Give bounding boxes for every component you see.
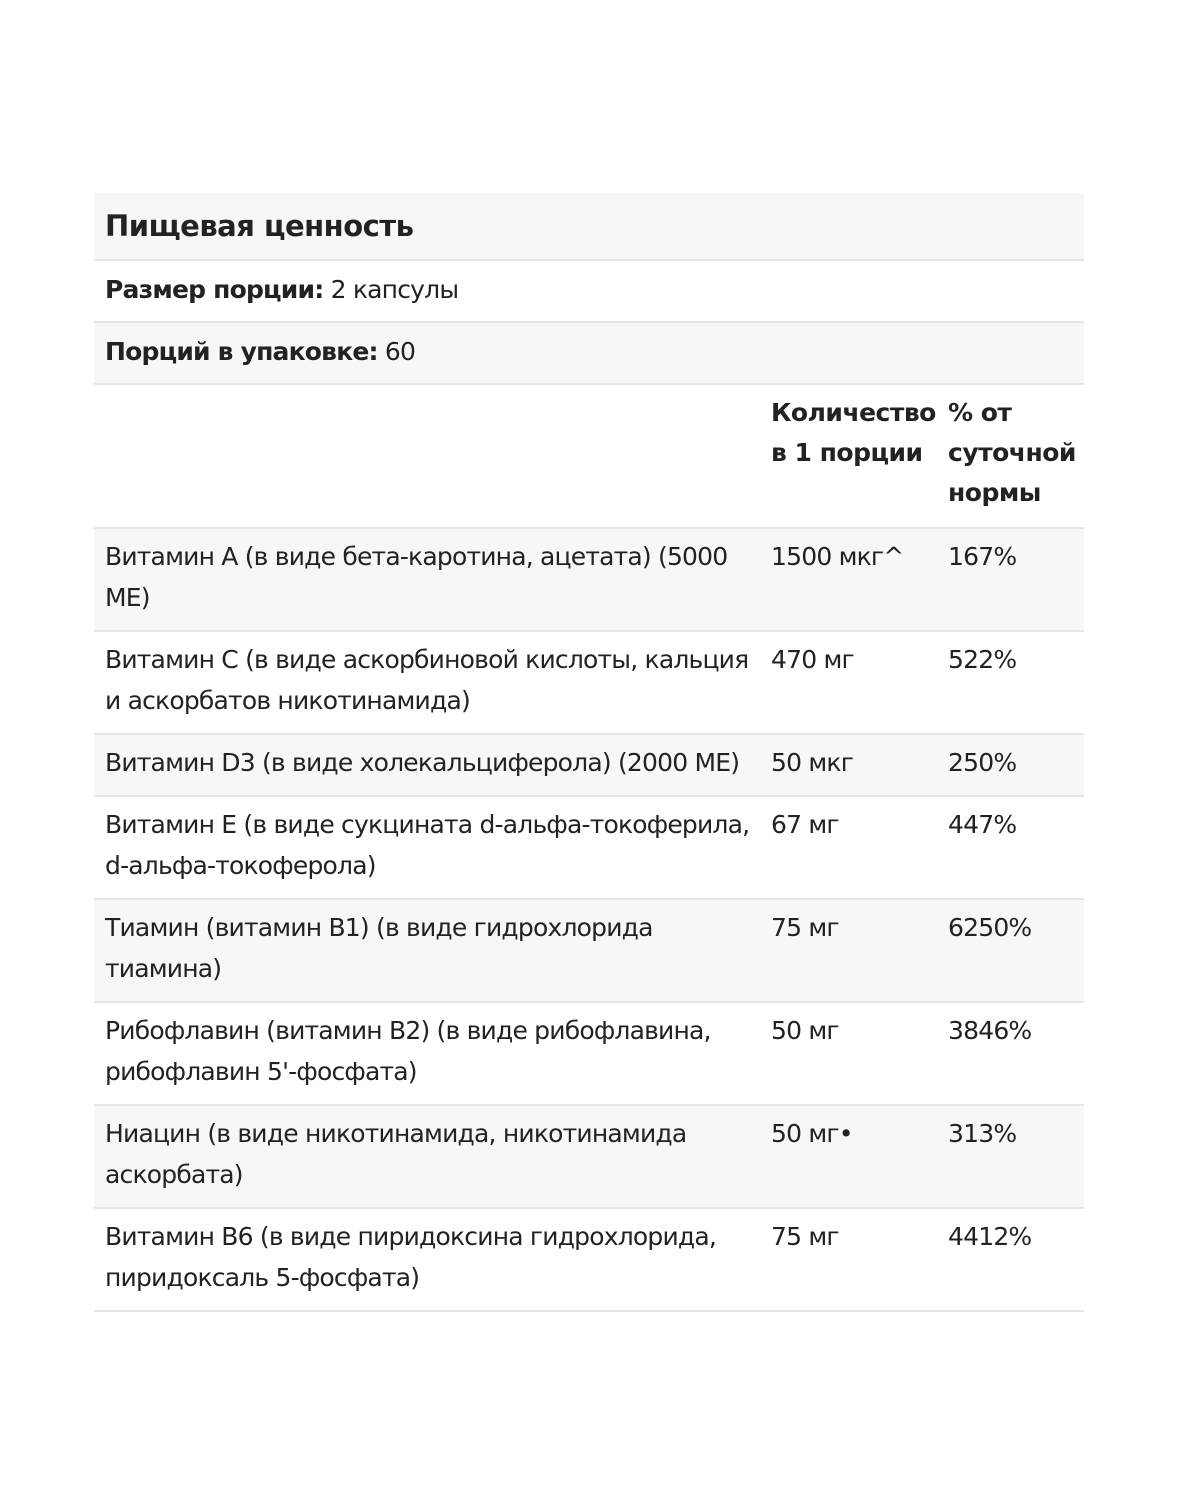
servings-label: Порций в упаковке: bbox=[105, 337, 378, 366]
servings-per-container-row bbox=[94, 323, 1084, 385]
dv-header-line-1: % от bbox=[948, 398, 1012, 427]
nutrient-amount: 67 мг bbox=[771, 810, 839, 839]
nutrient-amount: 470 мг bbox=[771, 645, 854, 674]
nutrient-daily-value: 447% bbox=[948, 810, 1017, 839]
nutrient-name: Ниацин (в виде никотинамида, никотинамида аскорбата) bbox=[105, 1119, 687, 1189]
nutrient-name: Витамин E (в виде сукцината d-альфа-токоферила, d-альфа-токоферола) bbox=[105, 810, 750, 880]
servings-per-container bbox=[105, 337, 415, 366]
table-row bbox=[94, 735, 1084, 797]
table-row bbox=[94, 900, 1084, 1003]
serving-size-value: 2 капсулы bbox=[330, 275, 459, 304]
servings-value: 60 bbox=[384, 337, 416, 366]
table-row bbox=[94, 1106, 1084, 1209]
nutrient-amount: 1500 мкг^ bbox=[771, 542, 904, 571]
table-row bbox=[94, 1209, 1084, 1312]
nutrient-amount: 50 мкг bbox=[771, 748, 854, 777]
table-row bbox=[94, 1003, 1084, 1106]
table-row bbox=[94, 632, 1084, 735]
column-header-amount bbox=[771, 393, 941, 473]
serving-size-row bbox=[94, 261, 1084, 323]
table-row bbox=[94, 797, 1084, 900]
nutrient-name: Тиамин (витамин B1) (в виде гидрохлорида тиамина) bbox=[105, 913, 653, 983]
serving-size-label: Размер порции: bbox=[105, 275, 324, 304]
column-header-row bbox=[94, 385, 1084, 529]
nutrient-daily-value: 4412% bbox=[948, 1222, 1032, 1251]
nutrient-amount: 75 мг bbox=[771, 1222, 839, 1251]
nutrient-daily-value: 6250% bbox=[948, 913, 1032, 942]
table-row bbox=[94, 529, 1084, 632]
column-header-daily-value bbox=[948, 393, 1084, 513]
nutrient-daily-value: 250% bbox=[948, 748, 1017, 777]
amount-header-line-1: Количество bbox=[771, 398, 936, 427]
nutrient-daily-value: 3846% bbox=[948, 1016, 1032, 1045]
serving-size bbox=[105, 275, 458, 304]
table-title: Пищевая ценность bbox=[105, 209, 414, 243]
nutrient-name: Витамин D3 (в виде холекальциферола) (2000 МЕ) bbox=[105, 748, 740, 777]
dv-header-line-2: суточной bbox=[948, 438, 1076, 467]
nutrient-amount: 50 мг• bbox=[771, 1119, 853, 1148]
dv-header-line-3: нормы bbox=[948, 478, 1041, 507]
table-title-row bbox=[94, 193, 1084, 261]
nutrient-amount: 75 мг bbox=[771, 913, 839, 942]
nutrient-amount: 50 мг bbox=[771, 1016, 839, 1045]
nutrient-daily-value: 313% bbox=[948, 1119, 1017, 1148]
nutrient-name: Рибофлавин (витамин B2) (в виде рибофлавина, рибофлавин 5'-фосфата) bbox=[105, 1016, 711, 1086]
amount-header-line-2: в 1 порции bbox=[771, 438, 923, 467]
nutrient-name: Витамин B6 (в виде пиридоксина гидрохлорида, пиридоксаль 5-фосфата) bbox=[105, 1222, 717, 1292]
nutrient-name: Витамин C (в виде аскорбиновой кислоты, кальция и аскорбатов никотинамида) bbox=[105, 645, 749, 715]
nutrient-daily-value: 167% bbox=[948, 542, 1017, 571]
nutrition-facts-table bbox=[94, 193, 1084, 1312]
nutrient-name: Витамин A (в виде бета-каротина, ацетата) (5000 МЕ) bbox=[105, 542, 728, 612]
nutrient-daily-value: 522% bbox=[948, 645, 1017, 674]
